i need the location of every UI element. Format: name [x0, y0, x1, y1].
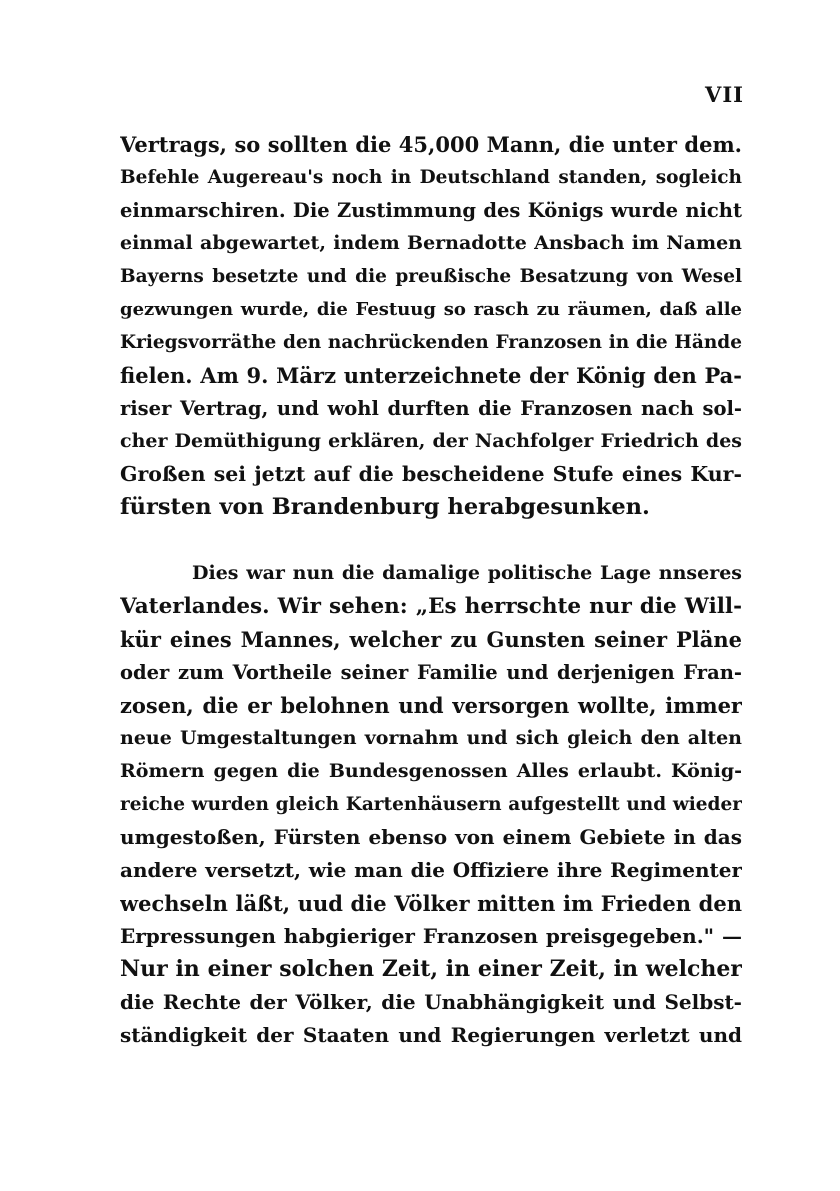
text-line: wechseln läßt, uud die Völker mitten im Frieden den: [120, 891, 742, 916]
text-line: Kriegsvorräthe den nachrückenden Franzosen in die Hände: [120, 332, 742, 353]
text-line: Bayerns besetzte und die preußische Besatzung von Wesel: [120, 266, 742, 287]
text-line: Vertrags, so sollten die 45,000 Mann, die unter dem.: [120, 132, 742, 157]
text-line: Nur in einer solchen Zeit, in einer Zeit, in welcher: [120, 956, 742, 982]
paragraph-gap: [120, 524, 742, 557]
text-line: Römern gegen die Bundesgenossen Alles erlaubt. König-: [120, 760, 742, 782]
text-line: Befehle Augereau's noch in Deutschland standen, sogleich: [120, 167, 742, 188]
text-line: riser Vertrag, und wohl durften die Franzosen nach sol-: [120, 397, 742, 420]
text-line: neue Umgestaltungen vornahm und sich gleich den alten: [120, 727, 742, 749]
text-line: die Rechte der Völker, die Unabhängigkeit und Selbst-: [120, 990, 742, 1014]
paragraph-2: [120, 557, 742, 1052]
text-line: oder zum Vortheile seiner Familie und derjenigen Fran-: [120, 661, 742, 684]
text-line: Erpressungen habgieriger Franzosen preisgegeben." —: [120, 924, 742, 948]
text-line: fielen. Am 9. März unterzeichnete der König den Pa-: [120, 363, 742, 388]
body-text: [120, 128, 742, 1052]
text-line: zosen, die er belohnen und versorgen wollte, immer: [120, 693, 742, 718]
paragraph-1: [120, 128, 742, 524]
text-line: ständigkeit der Staaten und Regierungen verletzt und: [120, 1023, 742, 1047]
text-line: Vaterlandes. Wir sehen: „Es herrschte nur die Will-: [120, 594, 742, 619]
text-line: umgestoßen, Fürsten ebenso von einem Gebiete in das: [120, 825, 742, 849]
text-line: cher Demüthigung erklären, der Nachfolger Friedrich des: [120, 430, 742, 452]
page-number: VII: [705, 82, 744, 107]
text-line: Großen sei jetzt auf die bescheidene Stufe eines Kur-: [120, 462, 742, 486]
text-line: Dies war nun die damalige politische Lage nnseres: [192, 562, 742, 584]
text-line: andere versetzt, wie man die Offiziere ihre Regimenter: [120, 858, 742, 882]
text-line: einmarschiren. Die Zustimmung des Königs wurde nicht: [120, 199, 742, 222]
text-line: gezwungen wurde, die Festuug so rasch zu räumen, daß alle: [120, 299, 742, 320]
text-line: einmal abgewartet, indem Bernadotte Ansbach im Namen: [120, 232, 742, 254]
text-line: fürsten von Brandenburg herabgesunken.: [120, 494, 650, 520]
text-line: reiche wurden gleich Kartenhäusern aufgestellt und wieder: [120, 794, 742, 815]
text-line: kür eines Mannes, welcher zu Gunsten seiner Pläne: [120, 627, 742, 652]
